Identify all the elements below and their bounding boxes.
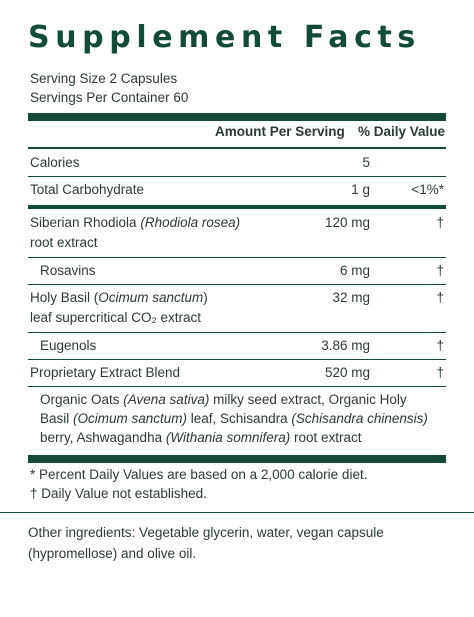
medium-rule [28, 205, 446, 209]
row-amount-rosavins: 6 mg [339, 263, 370, 278]
row-name-rosavins: Rosavins [40, 263, 96, 278]
panel-bottom-border [0, 512, 474, 513]
row-dv-carbohydrate: <1%* [411, 182, 444, 197]
thick-rule-bottom [28, 455, 446, 463]
row-dv-rhodiola: † [436, 215, 444, 230]
row-amount-rhodiola: 120 mg [324, 215, 370, 230]
header-rule [28, 147, 446, 149]
row-name-holy-basil: Holy Basil (Ocimum sanctum) [30, 290, 208, 305]
footnote-dagger: † Daily Value not established. [30, 486, 207, 501]
panel-title: Supplement Facts [28, 20, 421, 55]
blend-description-line2: Basil (Ocimum sanctum) leaf, Schisandra (Schisandra chinensis) [40, 411, 428, 426]
row-amount-holy-basil: 32 mg [332, 290, 370, 305]
blend-description-line3: berry, Ashwagandha (Withania somnifera) root extract [40, 430, 362, 445]
row-divider [28, 359, 446, 360]
row-divider [28, 332, 446, 333]
row-amount-eugenols: 3.86 mg [321, 338, 370, 353]
row-divider [28, 257, 446, 258]
row-name-calories: Calories [30, 155, 80, 170]
other-ingredients: Other ingredients: Vegetable glycerin, water, vegan capsule (hypromellose) and olive oil. [28, 525, 384, 561]
row-name-carbohydrate: Total Carbohydrate [30, 182, 145, 197]
row-amount-calories: 5 [362, 155, 370, 170]
thick-rule-top [28, 113, 446, 121]
row-amount-carbohydrate: 1 g [351, 182, 370, 197]
blend-description-line1: Organic Oats (Avena sativa) milky seed extract, Organic Holy [40, 392, 407, 407]
row-name-eugenols: Eugenols [40, 338, 97, 353]
row-amount-proprietary-blend: 520 mg [324, 365, 370, 380]
row-name-rhodiola-line2: root extract [30, 235, 98, 250]
header-amount: Amount Per Serving [215, 124, 345, 139]
row-name-holy-basil-line2: leaf supercritical CO₂ extract [30, 310, 202, 325]
serving-size: Serving Size 2 Capsules [30, 71, 178, 86]
row-divider [28, 284, 446, 285]
header-daily-value: % Daily Value [358, 124, 446, 139]
row-dv-proprietary-blend: † [436, 365, 444, 380]
servings-per-container: Servings Per Container 60 [30, 90, 189, 105]
footnote-daily-values: * Percent Daily Values are based on a 2,000 calorie diet. [30, 467, 368, 482]
row-dv-rosavins: † [436, 263, 444, 278]
row-dv-holy-basil: † [436, 290, 444, 305]
row-name-proprietary-blend: Proprietary Extract Blend [30, 365, 181, 380]
row-divider [28, 386, 446, 387]
row-name-rhodiola: Siberian Rhodiola (Rhodiola rosea) [30, 215, 241, 230]
row-dv-eugenols: † [436, 338, 444, 353]
row-divider [28, 176, 446, 177]
